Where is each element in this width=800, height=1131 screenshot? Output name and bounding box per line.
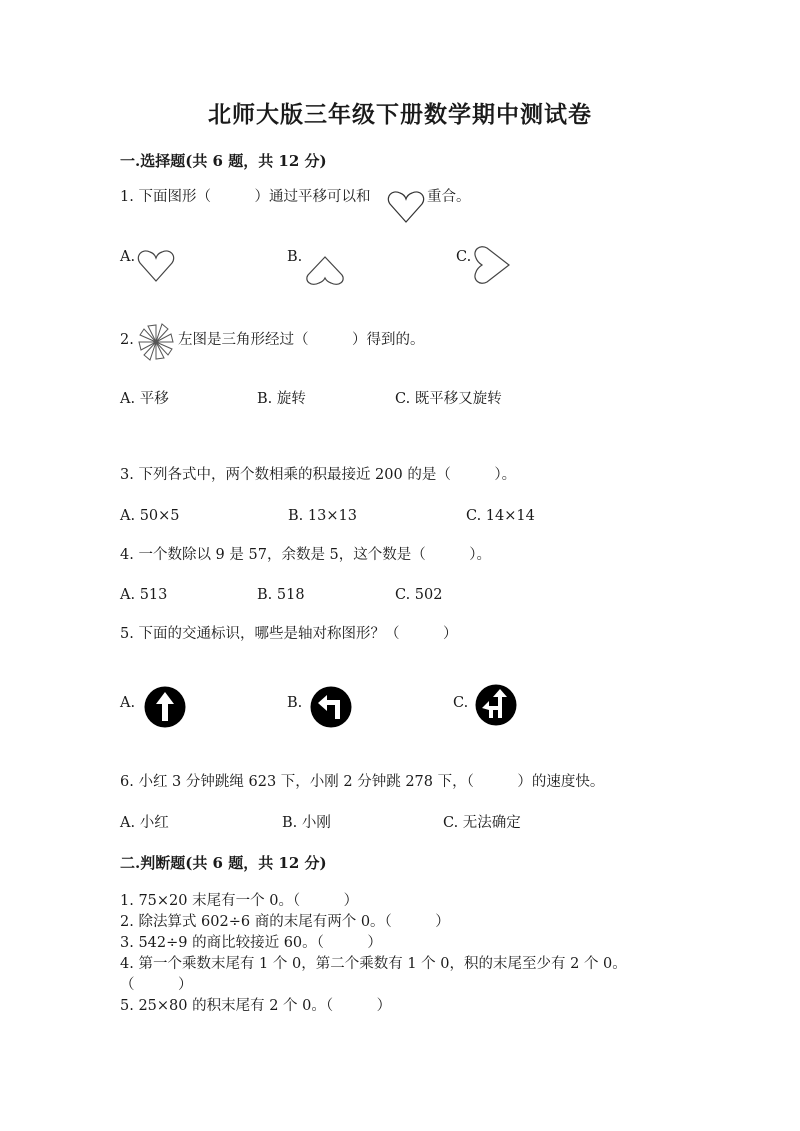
q2-text: 左图是三角形经过（ ）得到的。 <box>178 332 425 348</box>
straight-arrow-sign-icon <box>144 686 186 728</box>
section1-heading: 一.选择题(共 6 题，共 12 分) <box>120 152 327 170</box>
q3-option-a: A. 50×5 <box>120 508 180 524</box>
q5-option-b: B. <box>287 695 303 711</box>
judge-item-2: 2. 除法算式 602÷6 商的末尾有两个 0。（ ） <box>120 914 450 930</box>
judge-item-3: 3. 542÷9 的商比较接近 60。（ ） <box>120 935 382 951</box>
straight-or-left-sign-icon <box>475 684 517 726</box>
q2-option-a: A. 平移 <box>120 391 169 407</box>
section2-heading: 二.判断题(共 6 题，共 12 分) <box>120 854 327 872</box>
q3-option-c: C. 14×14 <box>466 508 535 524</box>
judge-item-4-paren: （ ） <box>120 977 193 993</box>
q5-option-c: C. <box>453 695 469 711</box>
q6-text: 6. 小红 3 分钟跳绳 623 下，小刚 2 分钟跳 278 下，（ ）的速度快。 <box>120 774 605 790</box>
judge-item-5: 5. 25×80 的积末尾有 2 个 0。（ ） <box>120 998 392 1014</box>
heart-outline-icon <box>387 190 425 224</box>
q6-option-a: A. 小红 <box>120 815 169 831</box>
judge-item-4: 4. 第一个乘数末尾有 1 个 0，第二个乘数有 1 个 0，积的末尾至少有 2 个 0。 <box>120 956 627 972</box>
q1-option-a: A. <box>120 249 136 265</box>
heart-inverted-outline-icon <box>305 256 345 286</box>
pinwheel-triangles-icon <box>138 323 174 361</box>
q1-option-c: C. <box>456 249 472 265</box>
q4-option-c: C. 502 <box>395 587 443 603</box>
page-title: 北师大版三年级下册数学期中测试卷 <box>208 101 592 128</box>
q1-text-a: 1. 下面图形（ ）通过平移可以和 <box>120 189 371 205</box>
heart-rotated-outline-icon <box>472 245 510 285</box>
q4-option-b: B. 518 <box>257 587 305 603</box>
q6-option-b: B. 小刚 <box>282 815 331 831</box>
q4-text: 4. 一个数除以 9 是 57，余数是 5，这个数是（ ）。 <box>120 547 492 563</box>
q4-option-a: A. 513 <box>120 587 168 603</box>
q5-option-a: A. <box>120 695 136 711</box>
q2-option-c: C. 既平移又旋转 <box>395 391 502 407</box>
q5-text: 5. 下面的交通标识，哪些是轴对称图形？（ ） <box>120 626 458 642</box>
q3-text: 3. 下列各式中，两个数相乘的积最接近 200 的是（ ）。 <box>120 467 517 483</box>
q2-number: 2. <box>120 332 134 348</box>
q2-option-b: B. 旋转 <box>257 391 306 407</box>
q1-option-b: B. <box>287 249 303 265</box>
q3-option-b: B. 13×13 <box>288 508 357 524</box>
q1-text-b: 重合。 <box>427 189 471 205</box>
heart-outline-icon <box>137 249 175 283</box>
q6-option-c: C. 无法确定 <box>443 815 521 831</box>
turn-left-sign-icon <box>310 686 352 728</box>
judge-item-1: 1. 75×20 末尾有一个 0。（ ） <box>120 893 359 909</box>
